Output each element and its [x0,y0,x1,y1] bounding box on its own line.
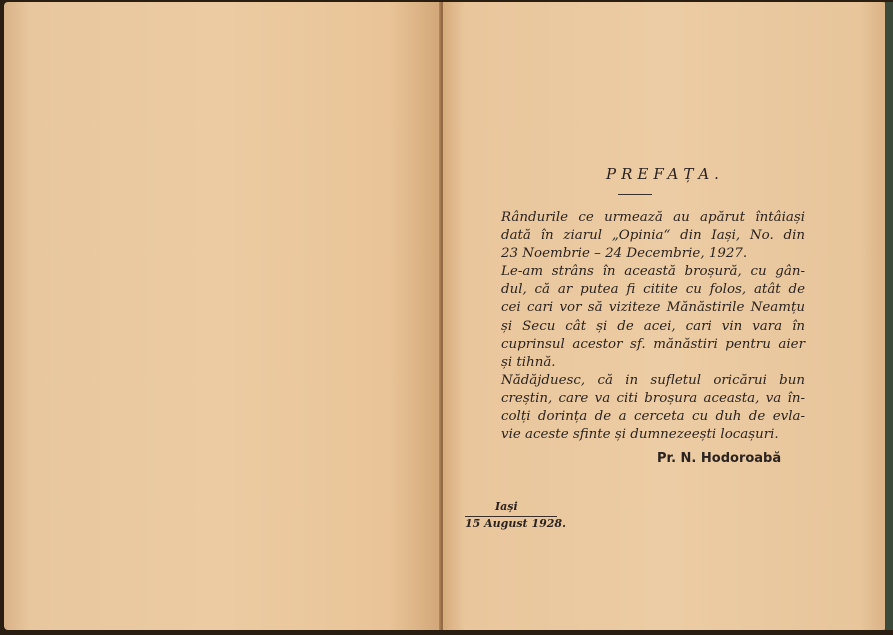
text-line: și Secu cât și de acei, cari vin vara în [501,318,805,334]
left-page [4,2,441,630]
text-line: 23 Noembrie – 24 Decembrie, 1927. [501,246,748,262]
text-line: Le-am strâns în această broșură, cu gân- [501,264,805,280]
text-line: colți dorința de a cerceta cu duh de evla- [501,409,805,425]
preface-text [483,209,805,444]
paragraph-2 [483,263,805,372]
text-line: creștin, care va citi broșura aceasta, va în- [501,390,805,406]
text-line: cuprinsul acestor sf. mănăstiri pentru aier [501,336,805,352]
title-divider [618,194,652,195]
text-line: și tihnă. [501,354,556,370]
paragraph-1 [483,209,805,263]
date-text: 15 August 1928. [465,517,566,530]
place-name: Iași [495,500,518,513]
author-signature: Pr. N. Hodoroabă [657,451,782,466]
book-edge [885,2,893,630]
text-line: cei cari vor să viziteze Mănăstirile Neamțu [501,300,805,316]
text-line: vie aceste sfinte și dumnezeești locașuri. [501,427,779,443]
text-line: dul, că ar putea fi citite cu folos, atât de [501,282,805,298]
text-line: Rândurile ce urmează au apărut întâiași [501,210,805,225]
text-line: dată în ziarul „Opinia“ din Iași, No. din [501,228,805,244]
page-title: PREFAȚA. [606,165,724,183]
text-line: Nădăjduesc, că in sufletul oricărui bun [501,372,805,388]
right-page [443,2,887,630]
paragraph-3 [483,372,805,444]
